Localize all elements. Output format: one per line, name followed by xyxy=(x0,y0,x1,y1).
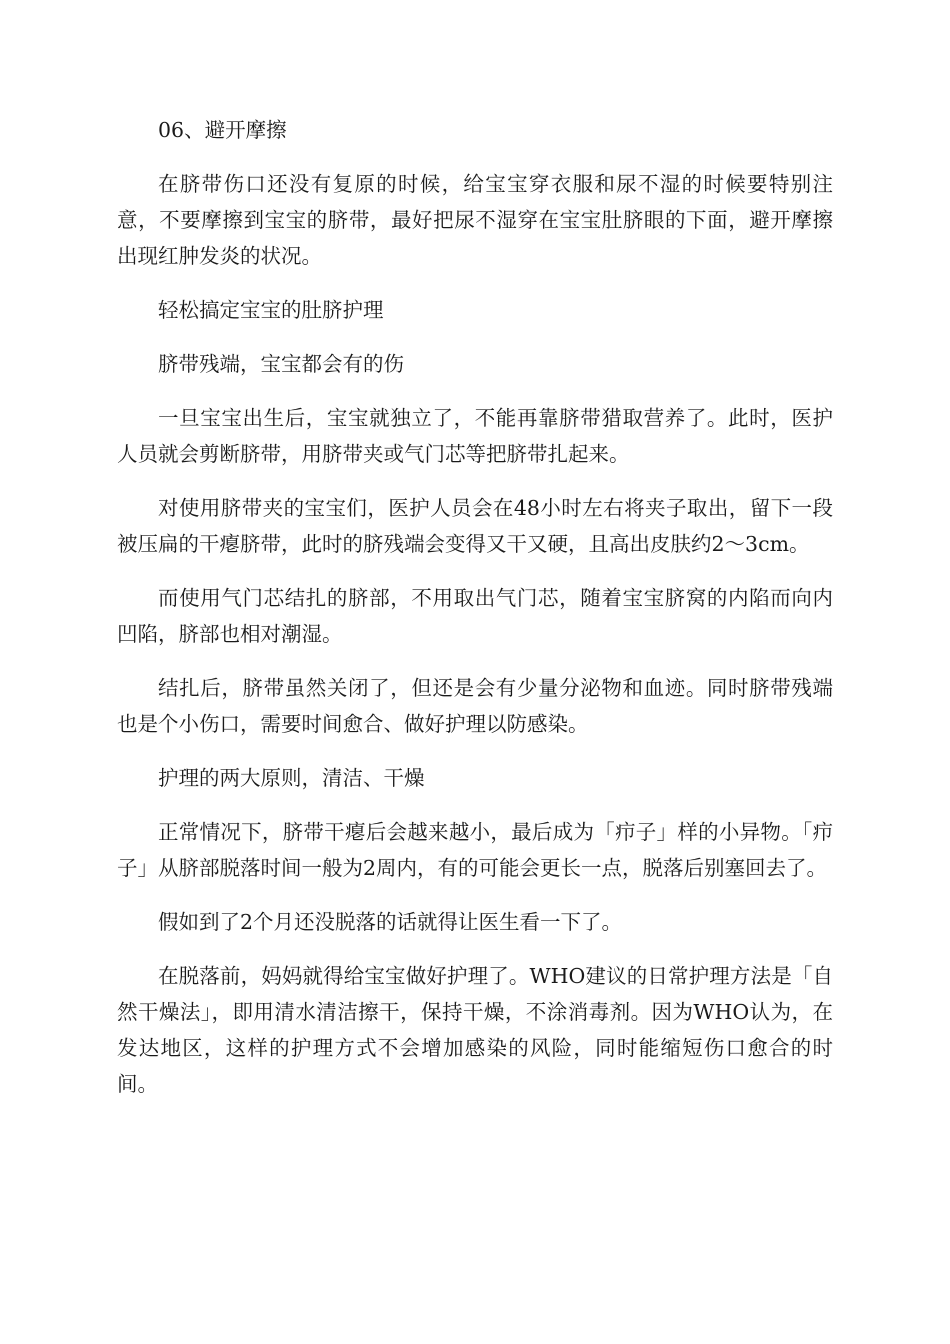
paragraph: 对使用脐带夹的宝宝们，医护人员会在48小时左右将夹子取出，留下一段被压扁的干瘪脐带，此时的脐残端会变得又干又硬，且高出皮肤约2～3cm。 xyxy=(117,496,833,556)
section-heading: 脐带残端，宝宝都会有的伤 xyxy=(158,352,404,376)
paragraph: 一旦宝宝出生后，宝宝就独立了，不能再靠脐带猎取营养了。此时，医护人员就会剪断脐带，用脐带夹或气门芯等把脐带扎起来。 xyxy=(117,406,833,466)
paragraph: 正常情况下，脐带干瘪后会越来越小，最后成为「疖子」样的小异物。「疖子」从脐部脱落时间一般为2周内，有的可能会更长一点，脱落后别塞回去了。 xyxy=(117,820,833,880)
section-heading: 护理的两大原则，清洁、干燥 xyxy=(158,766,425,790)
document-page xyxy=(117,112,833,1120)
paragraph: 结扎后，脐带虽然关闭了，但还是会有少量分泌物和血迹。同时脐带残端也是个小伤口，需要时间愈合、做好护理以防感染。 xyxy=(117,676,833,736)
section-heading: 06、避开摩擦 xyxy=(158,118,287,142)
paragraph: 假如到了2个月还没脱落的话就得让医生看一下了。 xyxy=(158,910,623,934)
section-heading: 轻松搞定宝宝的肚脐护理 xyxy=(158,298,384,322)
paragraph: 在脐带伤口还没有复原的时候，给宝宝穿衣服和尿不湿的时候要特别注意，不要摩擦到宝宝的脐带，最好把尿不湿穿在宝宝肚脐眼的下面，避开摩擦出现红肿发炎的状况。 xyxy=(117,172,833,268)
paragraph: 而使用气门芯结扎的脐部，不用取出气门芯，随着宝宝脐窝的内陷而向内凹陷，脐部也相对潮湿。 xyxy=(117,586,833,646)
paragraph: 在脱落前，妈妈就得给宝宝做好护理了。WHO建议的日常护理方法是「自然干燥法」，即用清水清洁擦干，保持干燥，不涂消毒剂。因为WHO认为，在发达地区，这样的护理方式不会增加感染的风险，同时能缩短伤口愈合的时间。 xyxy=(117,964,833,1096)
